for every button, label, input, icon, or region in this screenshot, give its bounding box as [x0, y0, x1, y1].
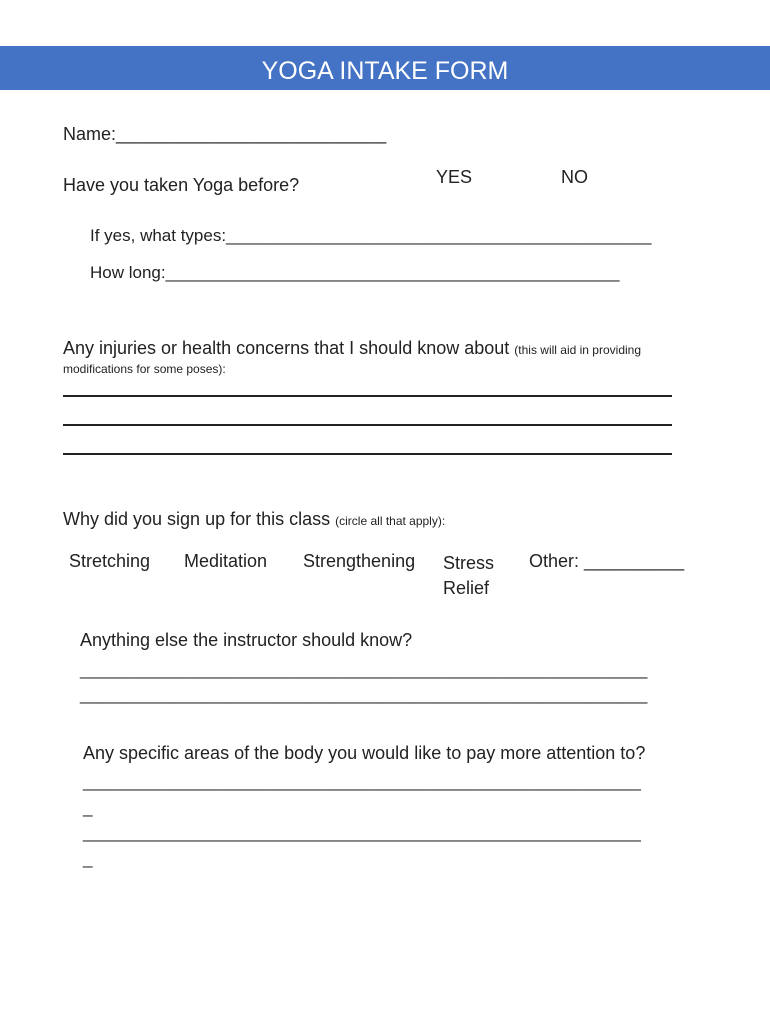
injuries-answer-line-3[interactable] [63, 453, 672, 455]
injuries-answer-line-2[interactable] [63, 424, 672, 426]
injuries-question [63, 338, 641, 359]
body-areas-line-1-tail: _ [83, 798, 93, 817]
reason-other[interactable]: Other: __________ [529, 551, 685, 571]
why-note: (circle all that apply): [335, 514, 446, 528]
name-field[interactable]: Name:___________________________ [63, 124, 387, 144]
how-long-field[interactable]: How long:________________________________________________ [90, 263, 620, 282]
anything-else-line-2[interactable]: ____________________________________________________________ [80, 685, 648, 704]
yoga-types-field[interactable]: If yes, what types:_____________________________________________ [90, 226, 652, 245]
why-question [63, 509, 445, 530]
yes-option[interactable]: YES [436, 167, 473, 187]
anything-else-line-1[interactable]: ____________________________________________________________ [80, 660, 648, 679]
stress-relief-line-2: Relief [443, 578, 490, 598]
no-option[interactable]: NO [561, 167, 588, 187]
why-question-text: Why did you sign up for this class [63, 509, 331, 529]
injuries-answer-line-1[interactable] [63, 395, 672, 397]
reason-meditation[interactable]: Meditation [184, 551, 268, 571]
body-areas-question: Any specific areas of the body you would like to pay more attention to? [83, 743, 646, 763]
injuries-note-continued: modifications for some poses): [63, 362, 226, 376]
injuries-question-text: Any injuries or health concerns that I should know about [63, 338, 510, 358]
reason-strengthening[interactable]: Strengthening [303, 551, 416, 571]
body-areas-line-2[interactable]: ___________________________________________________________ [83, 823, 641, 842]
injuries-note: (this will aid in providing [514, 343, 642, 357]
reason-stretching[interactable]: Stretching [69, 551, 151, 571]
title-banner [0, 46, 770, 90]
body-areas-line-2-tail: _ [83, 849, 93, 868]
yoga-before-question: Have you taken Yoga before? [63, 175, 300, 195]
reason-stress-relief[interactable] [443, 551, 494, 601]
form-title: YOGA INTAKE FORM [261, 57, 509, 85]
anything-else-question: Anything else the instructor should know? [80, 630, 413, 650]
body-areas-line-1[interactable]: ___________________________________________________________ [83, 772, 641, 791]
stress-relief-line-1: Stress [443, 553, 495, 573]
